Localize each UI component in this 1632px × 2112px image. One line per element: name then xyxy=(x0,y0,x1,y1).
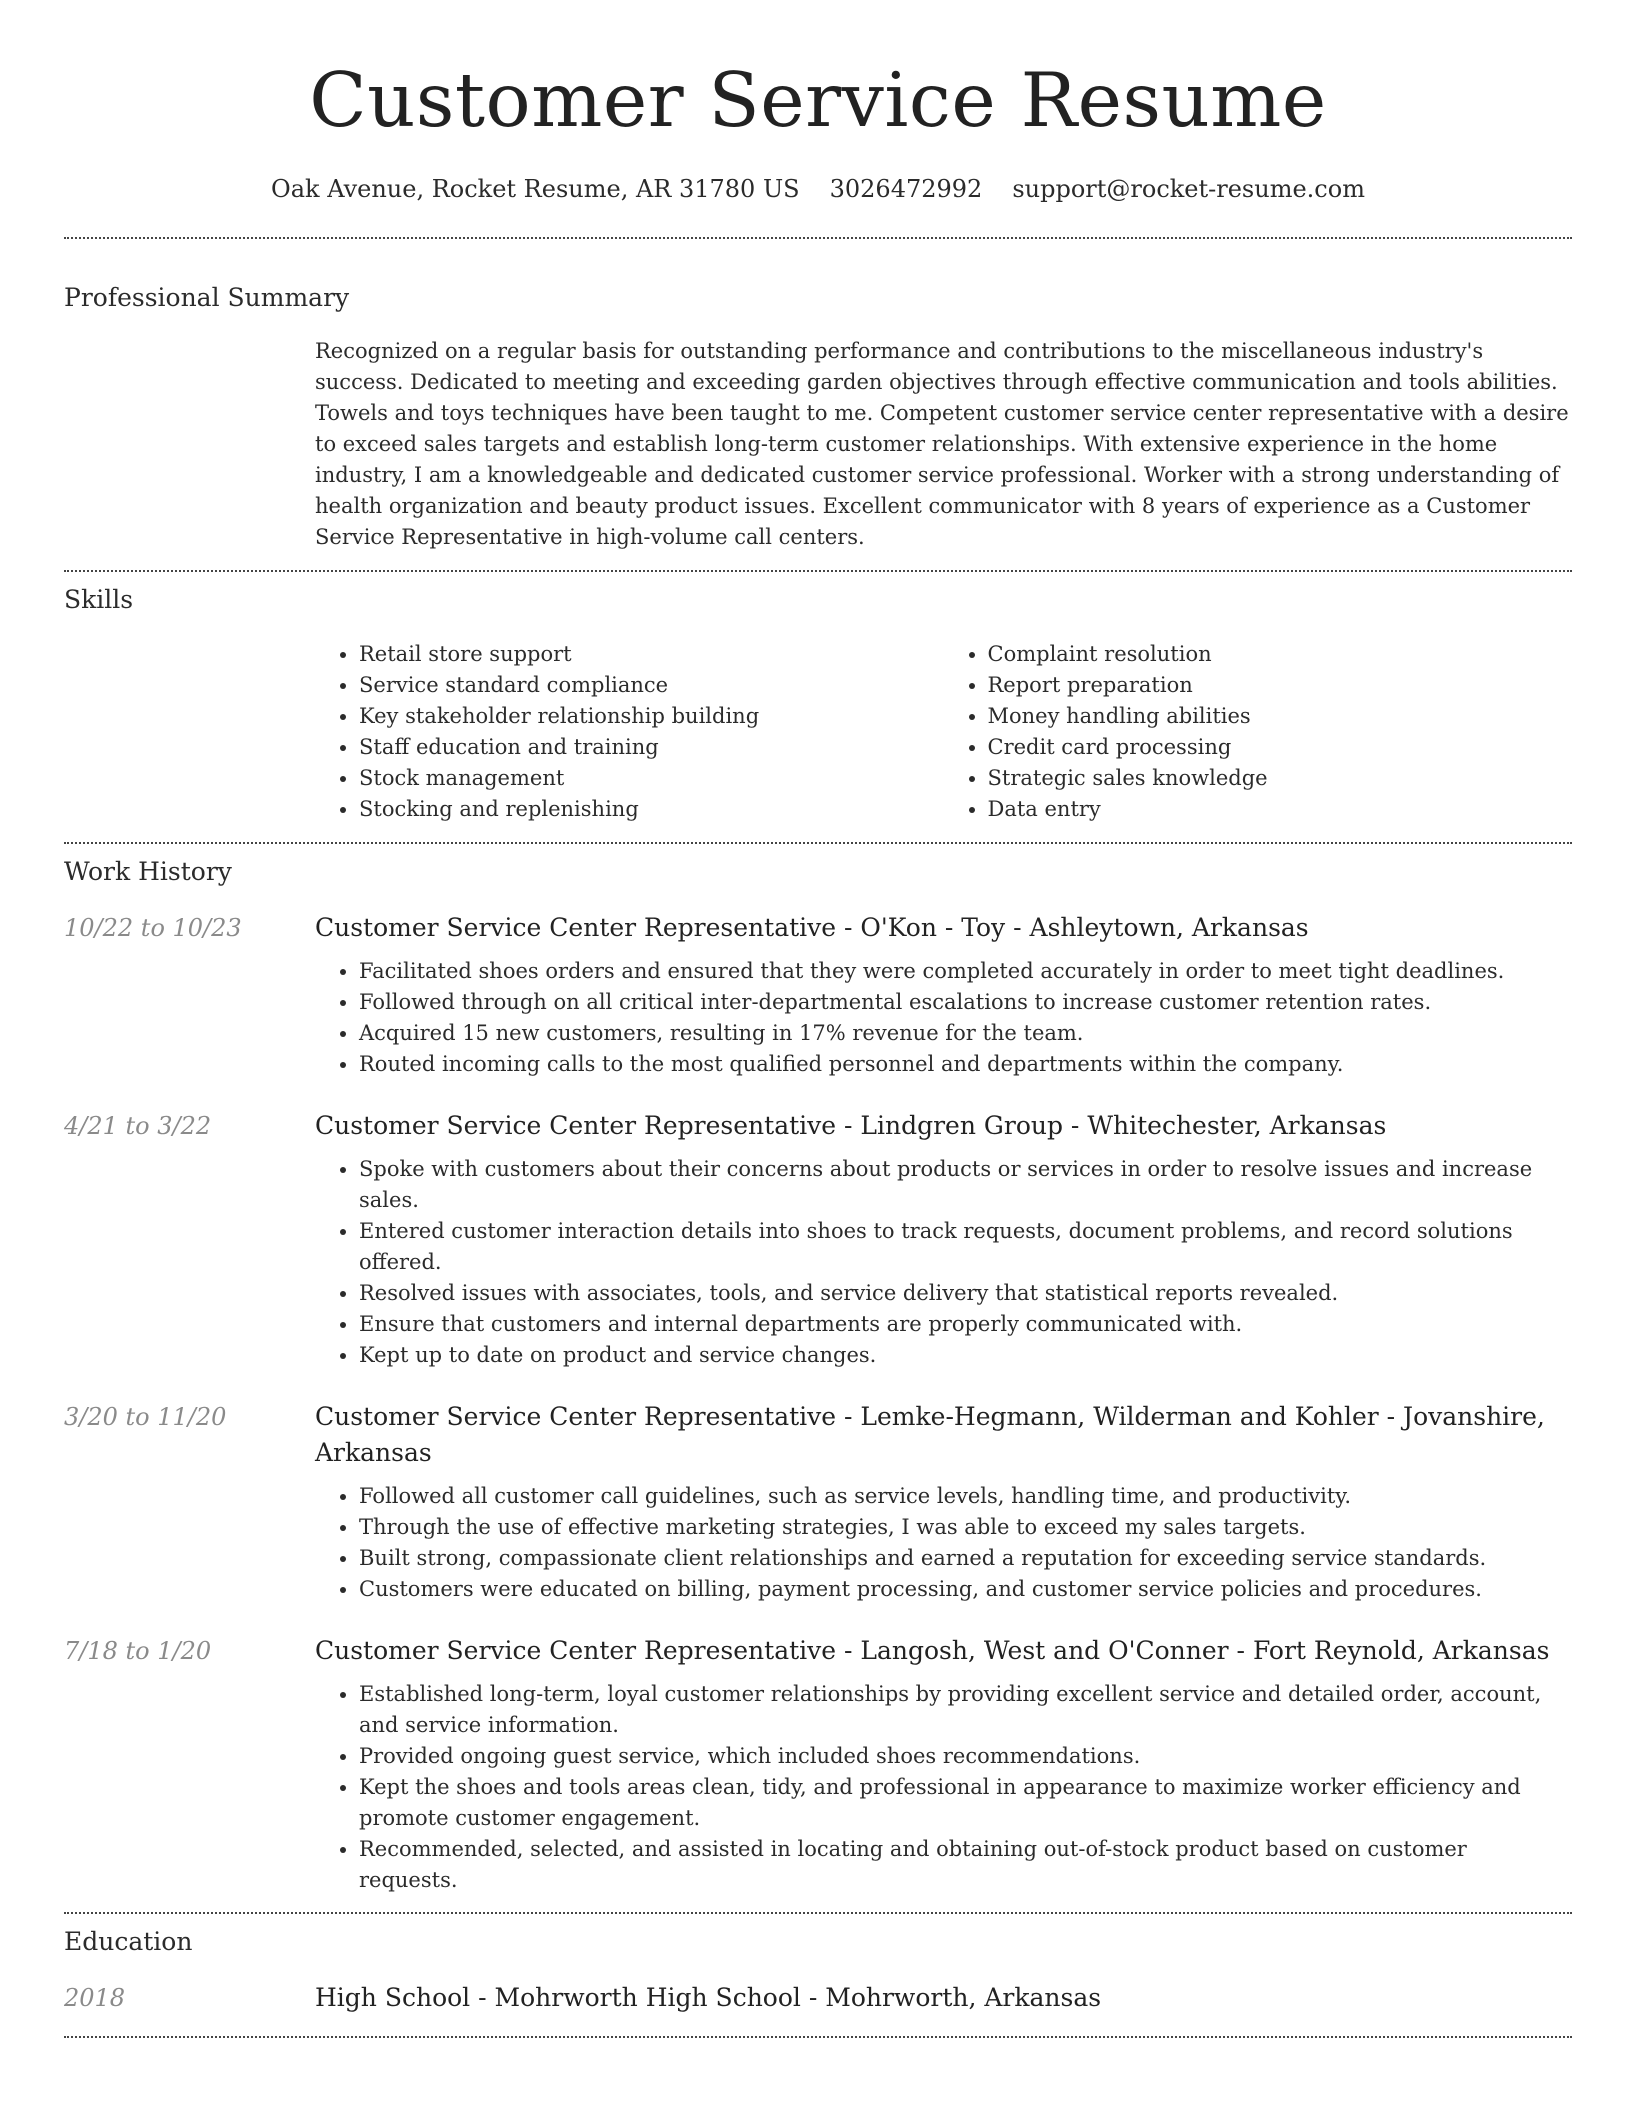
job-body xyxy=(315,1399,1572,1605)
contact-address: Oak Avenue, Rocket Resume, AR 31780 US xyxy=(271,175,800,203)
skill-item: • Key stakeholder relationship building xyxy=(359,701,944,732)
job-bullet: • Routed incoming calls to the most qualified personnel and departments within the company. xyxy=(359,1049,1572,1080)
summary-text: Recognized on a regular basis for outstanding performance and contributions to the miscellaneous industry's success. Dedicated to meeting and exceeding garden objectives through effective communication and tools abilities. Towels and toys techniques have been taught to me. Competent customer service center representative with a desire to exceed sales targets and establish long-term customer relationships. With extensive experience in the home industry, I am a knowledgeable and dedicated customer service professional. Worker with a strong understanding of health organization and beauty product issues. Excellent communicator with 8 years of experience as a Customer Service Representative in high-volume call centers. xyxy=(315,339,1569,549)
job-heading: Customer Service Center Representative - Lemke-Hegmann, Wilderman and Kohler - Jovanshire, Arkansas xyxy=(315,1402,1545,1467)
education-body xyxy=(315,1980,1572,2016)
skills-list xyxy=(315,639,1572,825)
section-title-skills: Skills xyxy=(64,585,134,614)
skills-column-left xyxy=(315,639,944,825)
divider xyxy=(64,2036,1572,2038)
job-date: 7/18 to 1/20 xyxy=(64,1637,212,1665)
skill-item: • Complaint resolution xyxy=(988,639,1573,670)
job-bullet: • Spoke with customers about their concerns about products or services in order to resolve issues and increase sales. xyxy=(359,1154,1572,1216)
skill-item: • Report preparation xyxy=(988,670,1573,701)
skill-item: • Strategic sales knowledge xyxy=(988,763,1573,794)
resume-title: Customer Service Resume xyxy=(309,56,1327,144)
job-bullet: • Acquired 15 new customers, resulting in 17% revenue for the team. xyxy=(359,1018,1572,1049)
skill-item: • Stocking and replenishing xyxy=(359,794,944,825)
job-heading: Customer Service Center Representative - Lindgren Group - Whitechester, Arkansas xyxy=(315,1111,1387,1140)
job-date: 3/20 to 11/20 xyxy=(64,1403,227,1431)
contact-email: support@rocket-resume.com xyxy=(1012,175,1365,203)
job-bullet: • Recommended, selected, and assisted in locating and obtaining out-of-stock product based on customer requests. xyxy=(359,1834,1572,1896)
job-date: 4/21 to 3/22 xyxy=(64,1112,212,1140)
contact-phone: 3026472992 xyxy=(829,175,983,203)
job-bullet: • Customers were educated on billing, payment processing, and customer service policies and procedures. xyxy=(359,1574,1572,1605)
job-bullet: • Followed all customer call guidelines, such as service levels, handling time, and productivity. xyxy=(359,1481,1572,1512)
skill-item: • Staff education and training xyxy=(359,732,944,763)
skill-item: • Money handling abilities xyxy=(988,701,1573,732)
section-title-education: Education xyxy=(64,1927,193,1956)
resume-page xyxy=(64,0,1572,2038)
divider xyxy=(64,1912,1572,1914)
job-heading: Customer Service Center Representative - Langosh, West and O'Conner - Fort Reynold, Arkansas xyxy=(315,1636,1550,1665)
job-bullets xyxy=(315,956,1572,1080)
job-bullet: • Built strong, compassionate client relationships and earned a reputation for exceeding service standards. xyxy=(359,1543,1572,1574)
job-body xyxy=(315,1633,1572,1896)
education-entry xyxy=(64,1980,1572,2016)
job-bullet: • Entered customer interaction details into shoes to track requests, document problems, and record solutions offered. xyxy=(359,1216,1572,1278)
divider xyxy=(64,842,1572,844)
job-date: 10/22 to 10/23 xyxy=(64,914,242,942)
job-body xyxy=(315,910,1572,1080)
job-bullet: • Kept up to date on product and service changes. xyxy=(359,1340,1572,1371)
skill-item: • Service standard compliance xyxy=(359,670,944,701)
job-bullet: • Followed through on all critical inter-departmental escalations to increase customer retention rates. xyxy=(359,987,1572,1018)
job-bullet: • Resolved issues with associates, tools, and service delivery that statistical reports revealed. xyxy=(359,1278,1572,1309)
section-title-summary: Professional Summary xyxy=(64,283,350,312)
job-entry xyxy=(64,1633,1572,1896)
divider xyxy=(64,570,1572,572)
divider xyxy=(64,237,1572,239)
job-bullet: • Provided ongoing guest service, which included shoes recommendations. xyxy=(359,1741,1572,1772)
contact-line xyxy=(64,174,1572,204)
skill-item: • Credit card processing xyxy=(988,732,1573,763)
skill-item: • Data entry xyxy=(988,794,1573,825)
job-entry xyxy=(64,910,1572,1080)
skills-column-right xyxy=(944,639,1573,825)
job-bullet: • Kept the shoes and tools areas clean, tidy, and professional in appearance to maximize worker efficiency and promote customer engagement. xyxy=(359,1772,1572,1834)
job-bullet: • Ensure that customers and internal departments are properly communicated with. xyxy=(359,1309,1572,1340)
education-date: 2018 xyxy=(64,1984,126,2012)
job-bullet: • Facilitated shoes orders and ensured that they were completed accurately in order to meet tight deadlines. xyxy=(359,956,1572,987)
section-title-work: Work History xyxy=(64,857,232,886)
job-bullet: • Established long-term, loyal customer relationships by providing excellent service and detailed order, account, and service information. xyxy=(359,1679,1572,1741)
job-heading: Customer Service Center Representative - O'Kon - Toy - Ashleytown, Arkansas xyxy=(315,913,1309,942)
job-bullet: • Through the use of effective marketing strategies, I was able to exceed my sales targets. xyxy=(359,1512,1572,1543)
job-bullets xyxy=(315,1679,1572,1896)
education-heading: High School - Mohrworth High School - Mohrworth, Arkansas xyxy=(315,1983,1102,2012)
job-body xyxy=(315,1108,1572,1371)
job-entry xyxy=(64,1399,1572,1605)
job-entry xyxy=(64,1108,1572,1371)
skill-item: • Retail store support xyxy=(359,639,944,670)
job-bullets xyxy=(315,1154,1572,1371)
job-bullets xyxy=(315,1481,1572,1605)
skill-item: • Stock management xyxy=(359,763,944,794)
